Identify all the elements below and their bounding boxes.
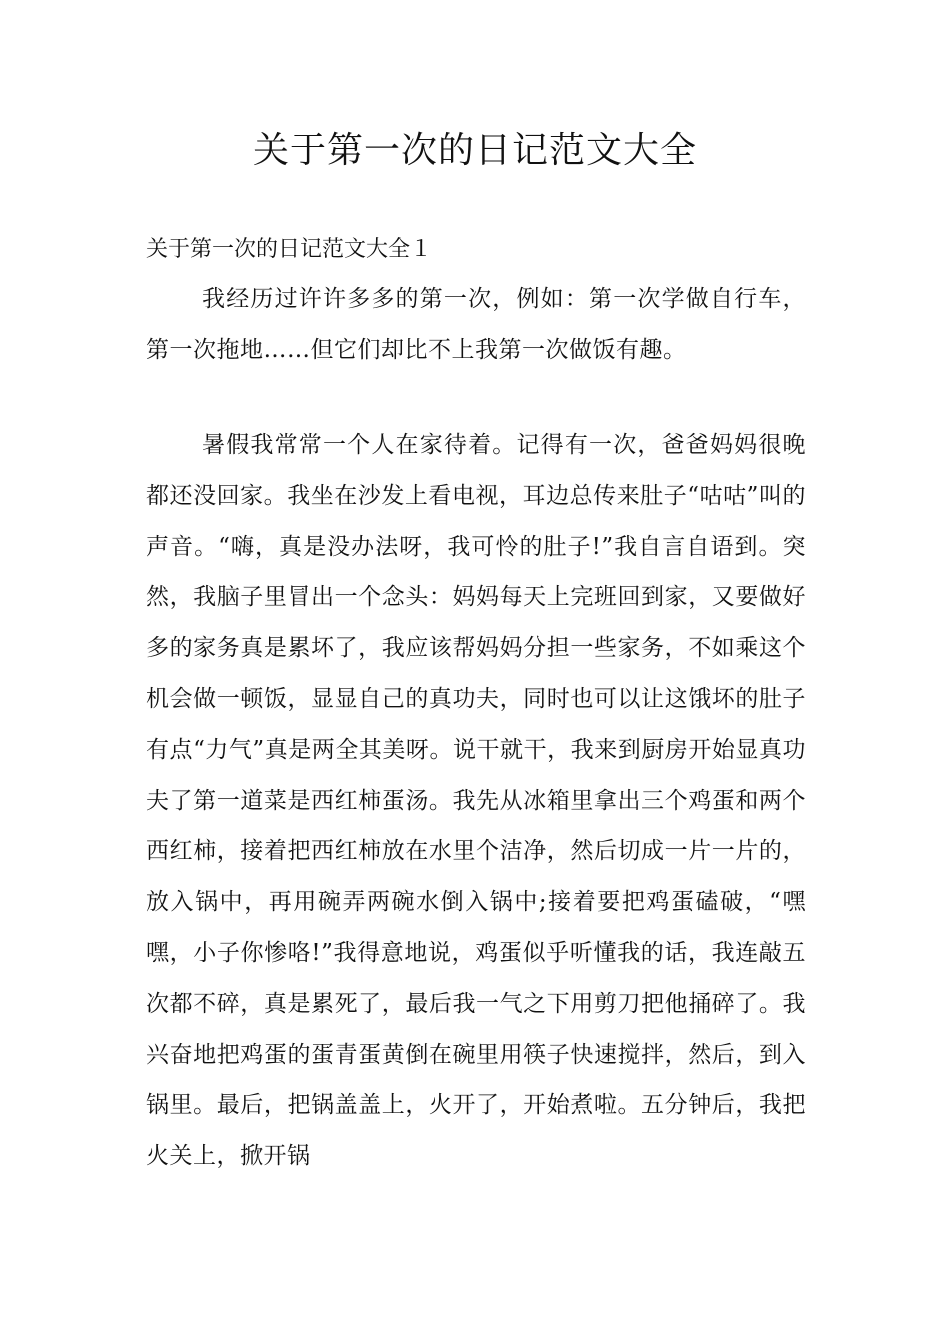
paragraph-story: 暑假我常常一个人在家待着。记得有一次，爸爸妈妈很晚都还没回家。我坐在沙发上看电视，耳边总传来肚子“咕咕”叫的声音。“嗨，真是没办法呀，我可怜的肚子!”我自言自语到。突然，我脑子里冒出一个念头：妈妈每天上完班回到家，又要做好多的家务真是累坏了，我应该帮妈妈分担一些家务，不如乘这个机会做一顿饭，显显自己的真功夫，同时也可以让这饿坏的肚子有点“力气”真是两全其美呀。说干就干，我来到厨房开始显真功夫了第一道菜是西红柿蛋汤。我先从冰箱里拿出三个鸡蛋和两个西红柿，接着把西红柿放在水里个洁净，然后切成一片一片的，放入锅中，再用碗弄两碗水倒入锅中;接着要把鸡蛋磕破，“嘿嘿，小子你惨咯!”我得意地说，鸡蛋似乎听懂我的话，我连敲五次都不碎，真是累死了，最后我一气之下用剪刀把他捅碎了。我兴奋地把鸡蛋的蛋青蛋黄倒在碗里用筷子快速搅拌，然后，到入锅里。最后，把锅盖盖上，火开了，开始煮啦。五分钟后，我把火关上，掀开锅 (146, 432, 806, 1170)
document-title: 关于第一次的日记范文大全 (252, 130, 697, 171)
paragraph-intro: 我经历过许许多多的第一次，例如：第一次学做自行车，第一次拖地……但它们却比不上我第一次做饭有趣。 (146, 286, 806, 363)
section-heading: 关于第一次的日记范文大全１ (146, 237, 433, 262)
